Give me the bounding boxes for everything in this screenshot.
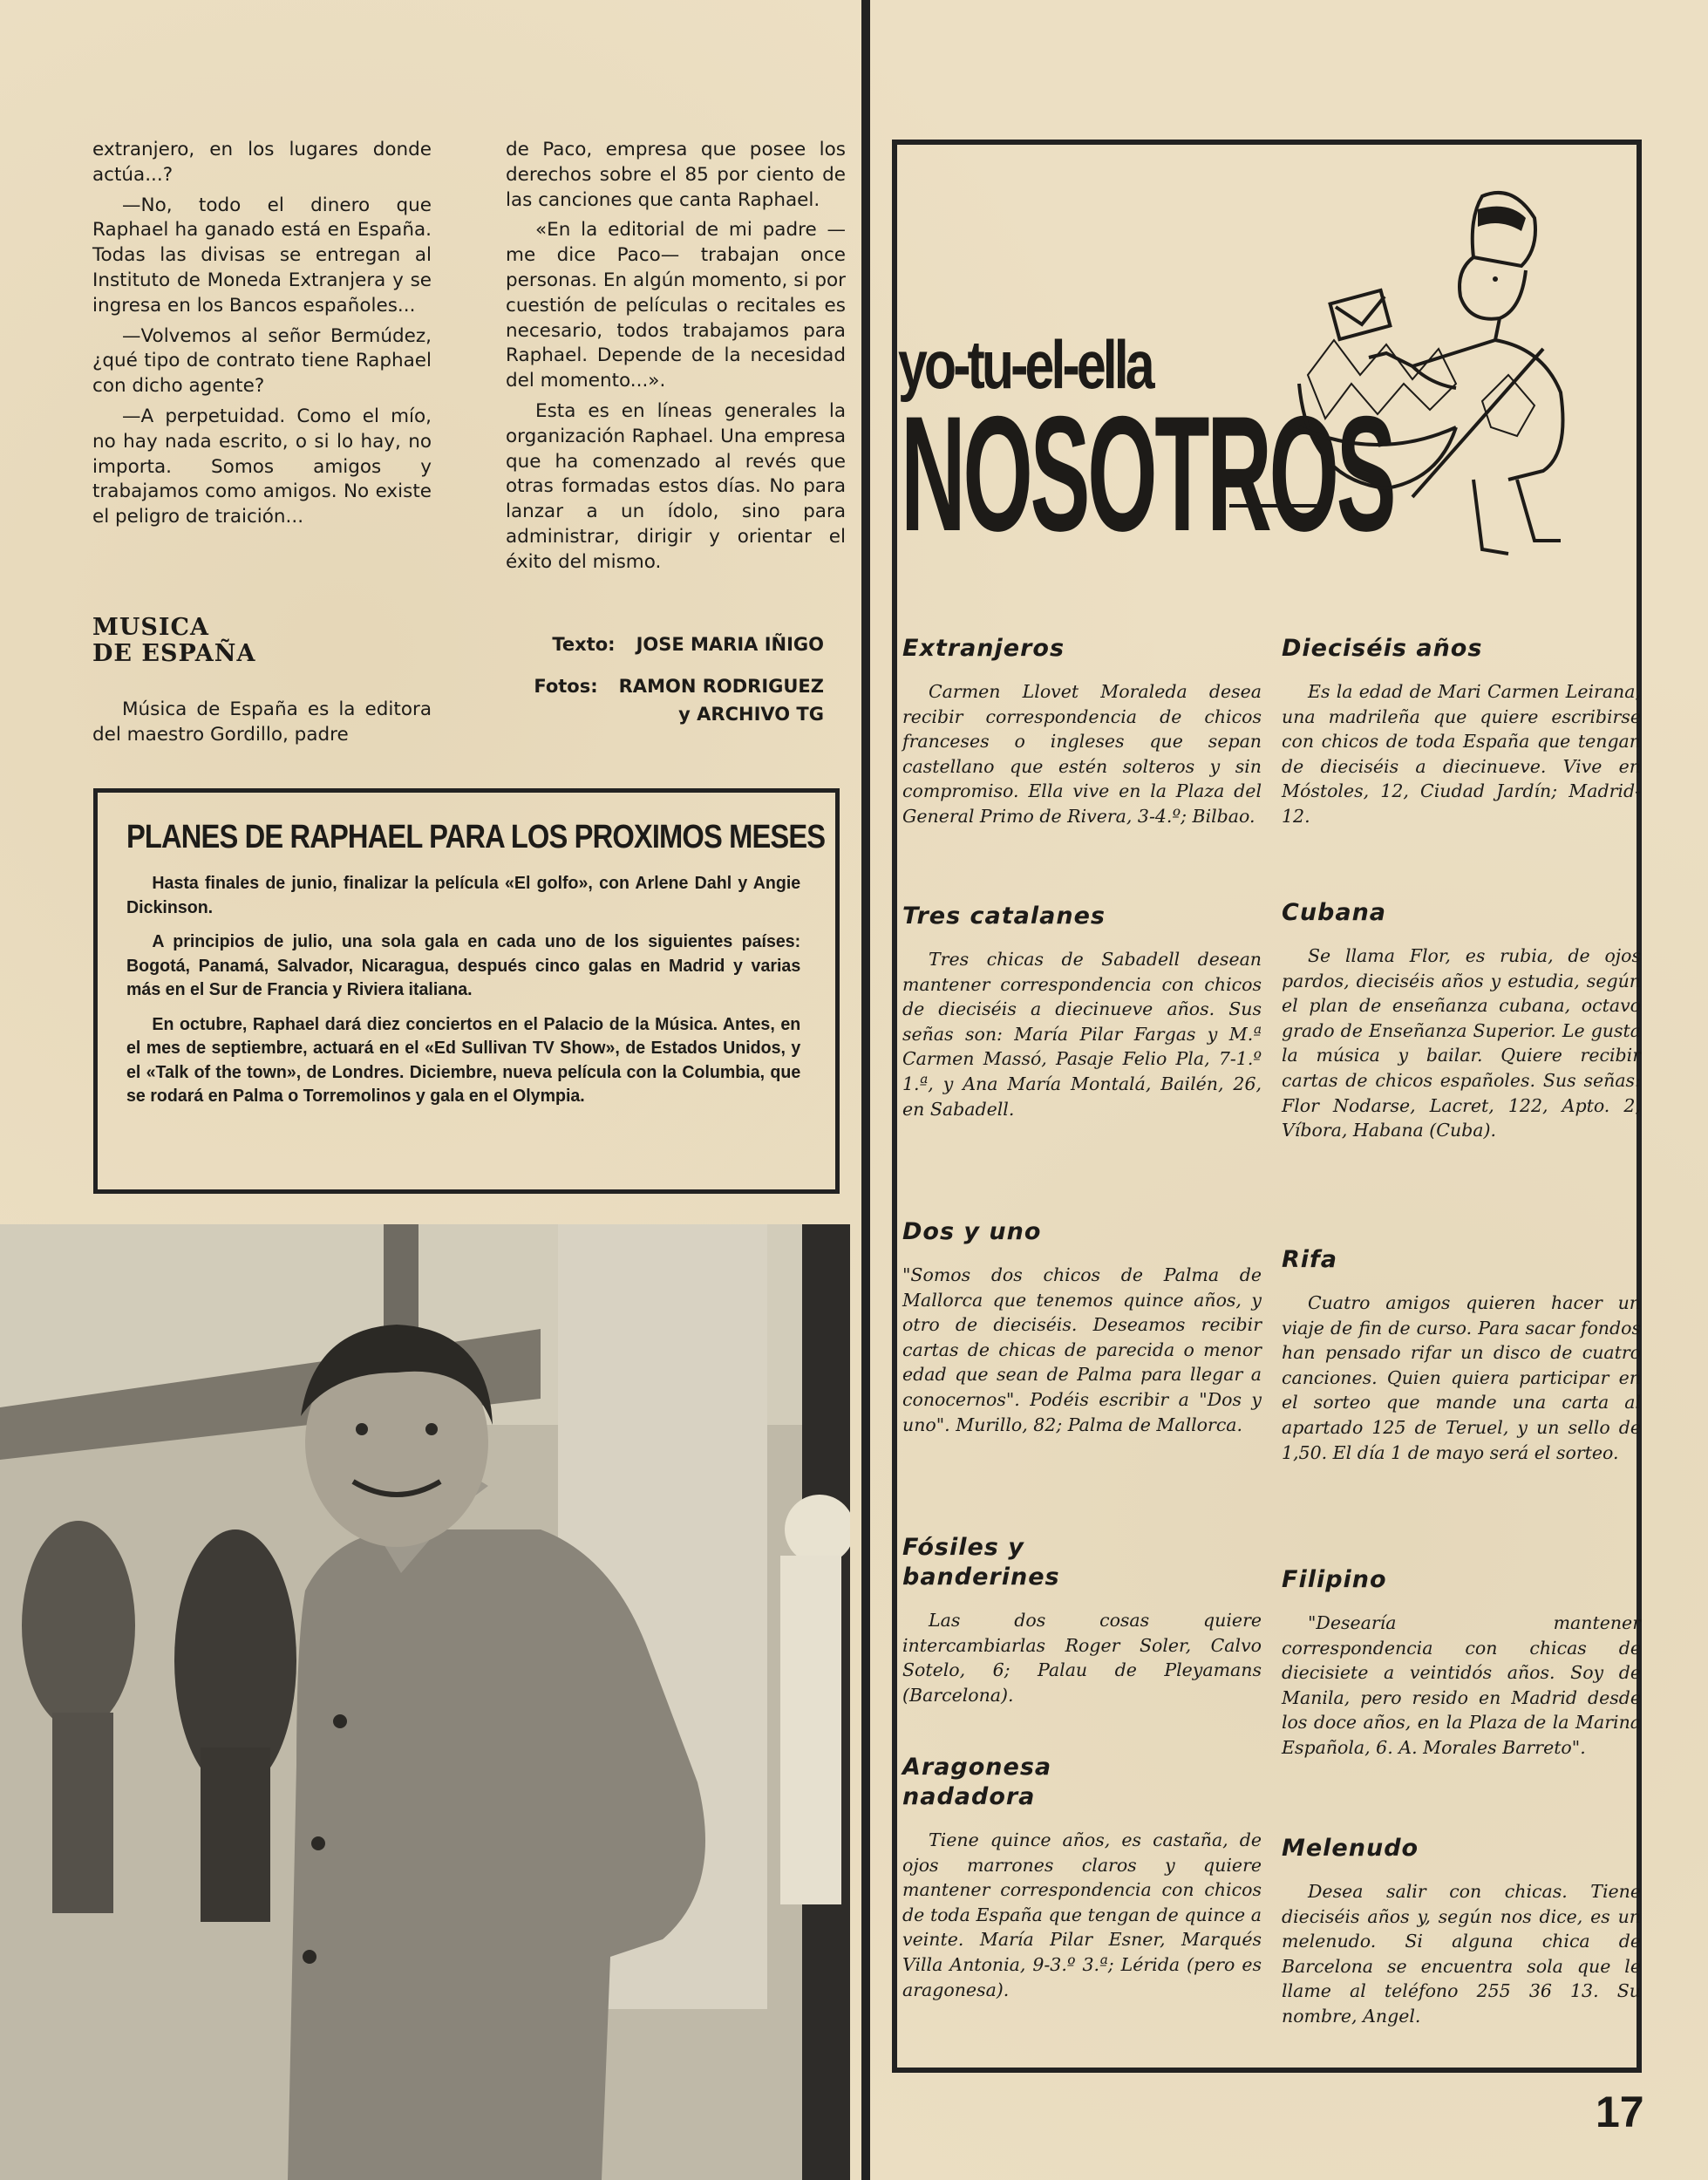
- entry-title: Cubana: [1282, 899, 1387, 926]
- section-heading-musica-de-espana: [92, 615, 255, 667]
- entry-body: Las dos cosas quiere intercambiarlas Roger Soler, Calvo Sotelo, 6; Palau de Pleyamans (Barcelona).: [902, 1610, 1262, 1706]
- section-paragraph: [92, 698, 432, 753]
- paragraph: extranjero, en los lugares donde actúa...?: [92, 139, 432, 186]
- paragraph: de Paco, empresa que posee los derechos sobre el 85 por ciento de las canciones que canta Raphael.: [506, 139, 846, 211]
- entry-title: Extranjeros: [902, 635, 1065, 662]
- paragraph: Música de España es la editora del maestro Gordillo, padre: [92, 698, 432, 746]
- entry-body: Tiene quince años, es castaña, de ojos marrones claros y quiere mantener correspondencia con chicos de toda España que tengan de quince a veinte. María Pilar Esner, Marqués Villa Antonia, 9-3.º 3.ª; Lérida (pero es aragonesa).: [902, 1829, 1262, 2000]
- column-divider: [861, 0, 870, 2180]
- article-credits: [506, 632, 824, 726]
- planes-paragraph: Hasta finales de junio, finalizar la película «El golfo», con Arlene Dahl y Angie Dickinson.: [126, 874, 801, 917]
- letter-entry: [902, 1533, 1262, 1707]
- entry-title: Aragonesa nadadora: [902, 1754, 1052, 1810]
- credit-label: Fotos:: [534, 676, 598, 697]
- planes-paragraph: A principios de julio, una sola gala en cada uno de los siguientes países: Bogotá, Panamá, Salvador, Nicaragua, después cinco galas en Madrid y varias más en el Sur de Francia y Riviera italiana.: [126, 932, 801, 999]
- page-number: 17: [1596, 2088, 1644, 2136]
- letter-entry: [1282, 1565, 1641, 1761]
- entry-body: Cuatro amigos quieren hacer un viaje de fin de curso. Para sacar fondos han pensado rifar un disco de cuatro canciones. Quien quiera participar en el sorteo que mande una carta al apartado 125 de Teruel, y un sello de 1,50. El día 1 de mayo será el sorteo.: [1282, 1292, 1641, 1463]
- credit-author: RAMON RODRIGUEZ: [618, 676, 824, 697]
- letter-entry: [902, 1753, 1262, 2002]
- letter-entry: [902, 634, 1262, 829]
- entry-body: Tres chicas de Sabadell desean mantener correspondencia con chicos de dieciséis a diecinueve años. Sus señas son: María Pilar Fargas y M.ª Carmen Massó, Pasaje Felio Pla, 7-1.º 1.ª, y Ana María Montalá, Bailén, 26, en Sabadell.: [902, 949, 1262, 1120]
- entry-body: Desea salir con chicas. Tiene dieciséis años y, según nos dice, es un melenudo. Si alguna chica de Barcelona se encuentra sola que le llame al teléfono 255 36 13. Su nombre, Angel.: [1282, 1881, 1641, 2027]
- letter-entry: [1282, 1245, 1641, 1465]
- letter-entry: [902, 902, 1262, 1121]
- photo-illustration: [0, 1224, 850, 2180]
- paragraph: —Volvemos al señor Bermúdez, ¿qué tipo de contrato tiene Raphael con dicho agente?: [92, 324, 432, 398]
- planes-title: PLANES DE RAPHAEL PARA LOS PROXIMOS MESES: [126, 819, 826, 855]
- planes-sidebar-box: [93, 788, 840, 1194]
- entry-body: Se llama Flor, es rubia, de ojos pardos, dieciséis años y estudia, según el plan de enseñanza cubana, octavo grado de Enseñanza Superior. Le gusta la música y bailar. Quiere recibir cartas de chicos españoles. Sus señas: Flor Nodarse, Lacret, 122, Apto. 2, Víbora, Habana (Cuba).: [1282, 945, 1641, 1141]
- letter-entry: [902, 1217, 1262, 1437]
- credit-author-2: y ARCHIVO TG: [678, 704, 824, 725]
- paragraph: —A perpetuidad. Como el mío, no hay nada escrito, o si lo hay, no importa. Somos amigos y trabajamos como amigos. No existe el peligro de traición...: [92, 405, 432, 528]
- entry-body: "Somos dos chicos de Palma de Mallorca que tenemos quince años, y otro de dieciséis. Deseamos recibir cartas de chicas de parecida o menor edad que sean de Palma para llegar a conocernos". Podéis escribir a "Dos y uno". Murillo, 82; Palma de Mallorca.: [902, 1264, 1262, 1435]
- paragraph: «En la editorial de mi padre —me dice Paco— trabajan once personas. En algún momento, si por cuestión de películas o recitales es necesario, todos trabajamos para Raphael. Depende de la necesidad del momento...».: [506, 219, 846, 392]
- entry-title: Dos y uno: [902, 1218, 1042, 1245]
- heading-line: DE ESPAÑA: [92, 640, 256, 667]
- entry-title: Rifa: [1282, 1246, 1338, 1273]
- section-title-big: NOSOTROS: [901, 382, 1394, 565]
- section-title-small: yo-tu-el-ella: [898, 326, 1152, 403]
- mailman-illustration-icon: [1125, 166, 1613, 567]
- article-column-left: [92, 138, 432, 535]
- letter-entry: [1282, 634, 1641, 829]
- entry-title: Dieciséis años: [1282, 635, 1483, 662]
- entry-body: Carmen Llovet Moraleda desea recibir correspondencia de chicos franceses o ingleses que sepan castellano que estén solteros y sin compromiso. Ella vive en la Plaza del General Primo de Rivera, 3-4.º; Bilbao.: [902, 681, 1262, 827]
- letter-entry: [1282, 898, 1641, 1143]
- entry-body: Es la edad de Mari Carmen Leirana, una madrileña que quiere escribirse con chicos de toda España que tengan de dieciséis a diecinueve. Vive en Móstoles, 12, Ciudad Jardín; Madrid-12.: [1282, 681, 1641, 827]
- credit-text: [506, 632, 824, 657]
- paragraph: —No, todo el dinero que Raphael ha ganado está en España. Todas las divisas se entregan al Instituto de Moneda Extranjera y se ingresa en los Bancos españoles...: [92, 194, 432, 317]
- article-column-middle: [506, 138, 846, 581]
- credit-author: JOSE MARIA IÑIGO: [636, 634, 824, 655]
- heading-line: MUSICA: [92, 614, 209, 641]
- credit-label: Texto:: [552, 634, 616, 655]
- paragraph: Esta es en líneas generales la organización Raphael. Una empresa que ha comenzado al revés que otras formadas estos días. No para lanzar a un ídolo, sino para administrar, dirigir y orientar el éxito del mismo.: [506, 399, 846, 573]
- entry-title: Melenudo: [1282, 1835, 1419, 1862]
- entry-title: Tres catalanes: [902, 903, 1106, 930]
- entry-body: "Desearía mantener correspondencia con chicas de diecisiete a veintidós años. Soy de Manila, pero resido en Madrid desde los doce años, en la Plaza de la Marina Española, 6. A. Morales Barreto".: [1282, 1612, 1641, 1758]
- entry-title: Filipino: [1282, 1566, 1387, 1593]
- raphael-photo: [0, 1224, 850, 2180]
- letter-entry: [1282, 1834, 1641, 2029]
- entry-title: Fósiles y banderines: [902, 1534, 1060, 1591]
- credit-photos: [506, 674, 824, 698]
- planes-paragraph: En octubre, Raphael dará diez conciertos en el Palacio de la Música. Antes, en el mes de septiembre, actuará en el «Ed Sullivan TV Show», de Estados Unidos, y el «Talk of the town», de Londres. Diciembre, nueva película con la Columbia, que se rodará en Palma o Torremolinos y gala en el Olympia.: [126, 1014, 801, 1106]
